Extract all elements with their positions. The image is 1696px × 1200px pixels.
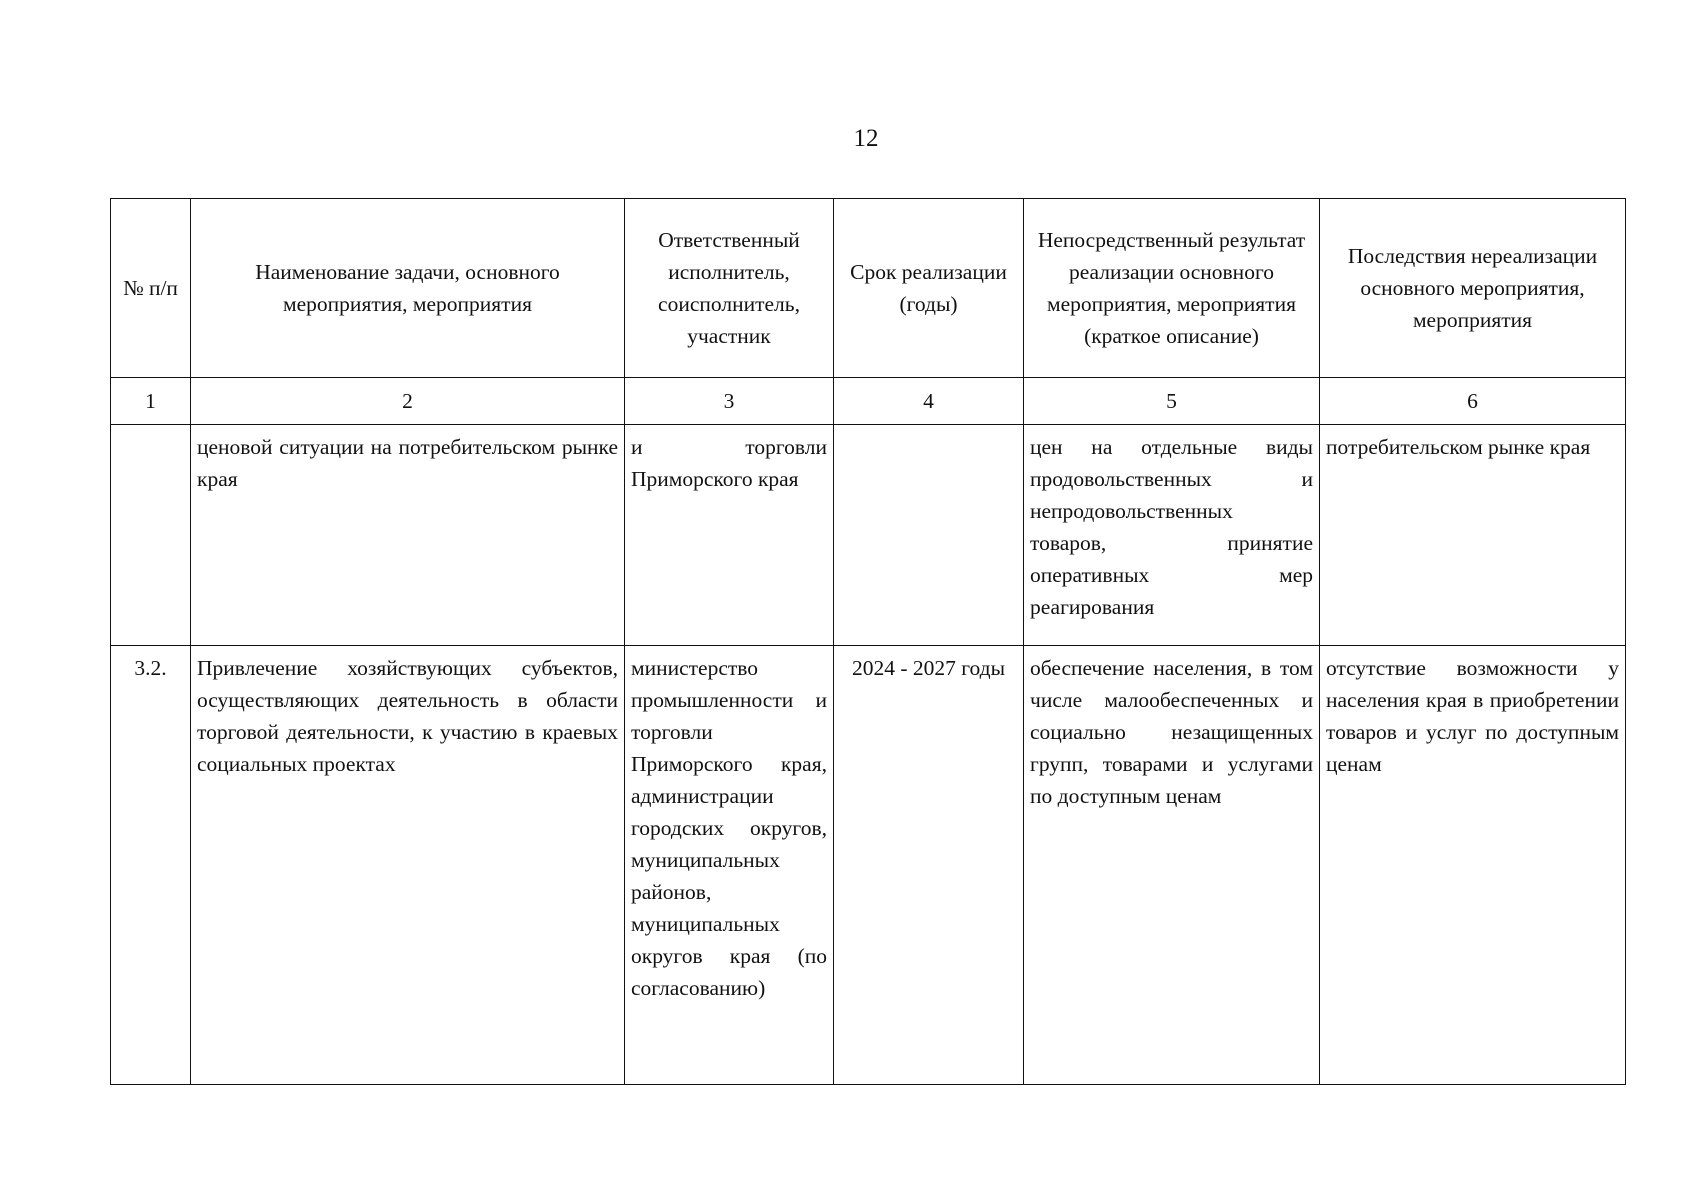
column-numbers-row: [111, 378, 1626, 425]
column-number: 6: [1320, 378, 1626, 425]
header-term: Срок реализации (годы): [834, 199, 1024, 378]
header-number: № п/п: [111, 199, 191, 378]
term-cell: [834, 425, 1024, 646]
page-number: 12: [853, 125, 879, 152]
column-number: 2: [191, 378, 625, 425]
term-cell: 2024 - 2027 годы: [834, 646, 1024, 1085]
consequences-cell: потребительском рынке края: [1320, 425, 1626, 646]
column-number: 1: [111, 378, 191, 425]
row-number-cell: [111, 425, 191, 646]
table-row: [111, 425, 1626, 646]
header-executor: Ответственный исполнитель, соисполнитель, участник: [625, 199, 834, 378]
header-consequences: Последствия нереализации основного мероприятия, мероприятия: [1320, 199, 1626, 378]
table-header-row: [111, 199, 1626, 378]
table-row: [111, 646, 1626, 1085]
consequences-cell: отсутствие возможности у населения края в приобретении товаров и услуг по доступным ценам: [1320, 646, 1626, 1085]
header-task-name: Наименование задачи, основного мероприятия, мероприятия: [191, 199, 625, 378]
task-cell: Привлечение хозяйствующих субъектов, осуществляющих деятельность в области торговой деятельности, к участию в краевых социальных проектах: [191, 646, 625, 1085]
result-cell: цен на отдельные виды продовольственных и непродовольственных товаров, принятие оперативных мер реагирования: [1024, 425, 1320, 646]
row-number-cell: 3.2.: [111, 646, 191, 1085]
column-number: 4: [834, 378, 1024, 425]
activities-table: [110, 198, 1626, 1085]
task-cell: ценовой ситуации на потребительском рынке края: [191, 425, 625, 646]
executor-cell: министерство промышленности и торговли Приморского края, администрации городских округов, муниципальных районов, муниципальных округов края (по согласованию): [625, 646, 834, 1085]
header-result: Непосредственный результат реализации основного мероприятия, мероприятия (краткое описание): [1024, 199, 1320, 378]
result-cell: обеспечение населения, в том числе малообеспеченных и социально незащищенных групп, товарами и услугами по доступным ценам: [1024, 646, 1320, 1085]
executor-cell: и торговли Приморского края: [625, 425, 834, 646]
column-number: 3: [625, 378, 834, 425]
column-number: 5: [1024, 378, 1320, 425]
